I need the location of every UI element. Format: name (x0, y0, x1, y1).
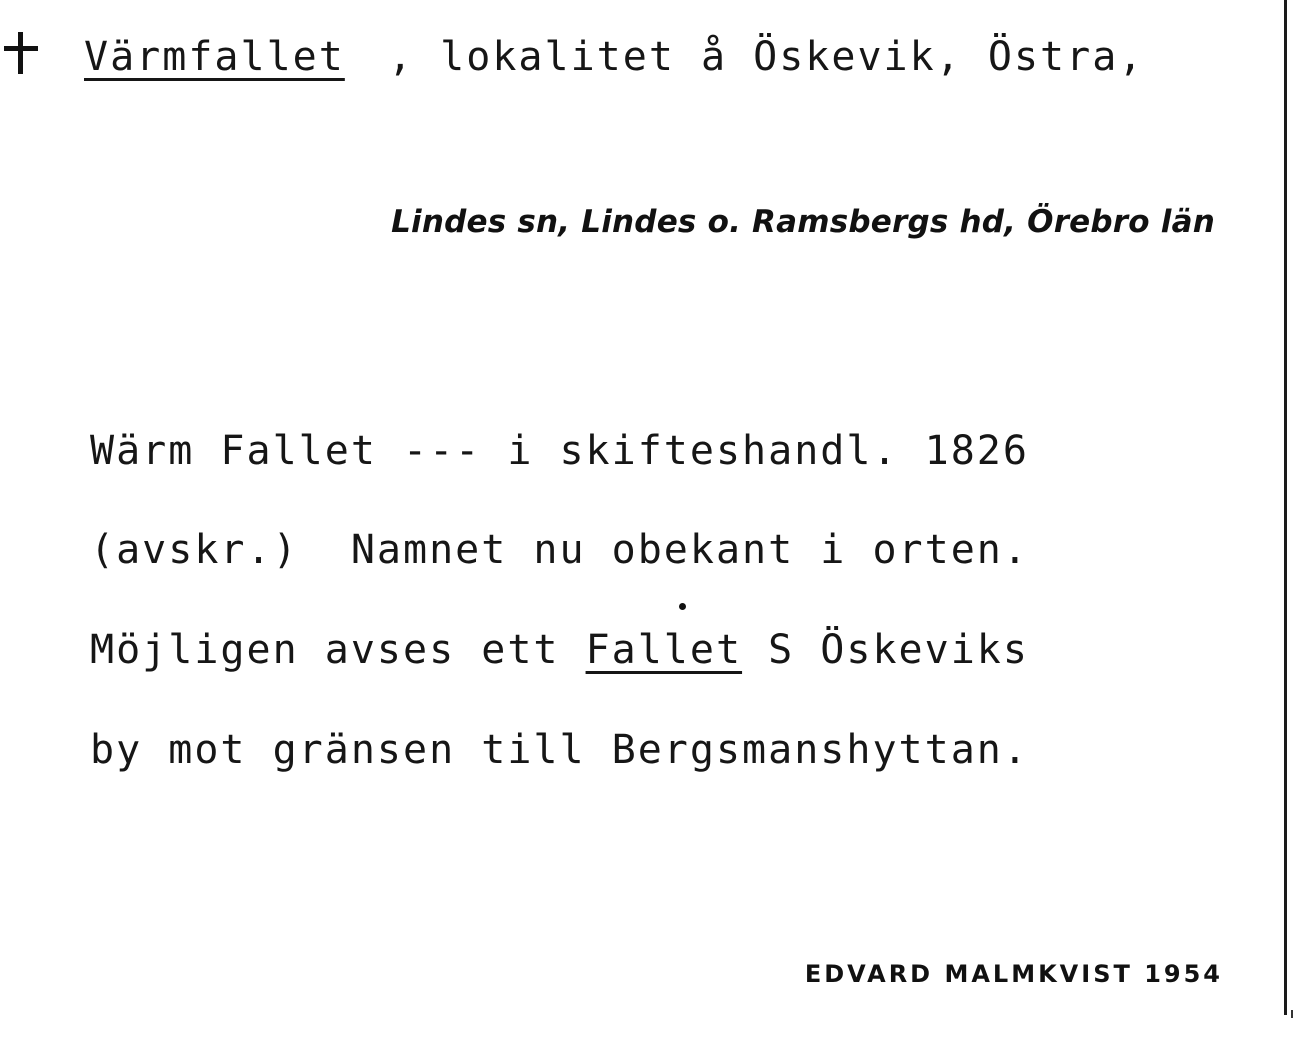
header-description: , lokalitet å Öskevik, Östra, (388, 34, 1145, 80)
dot-mark-icon (679, 603, 686, 610)
body-line-3-after: S Öskeviks (742, 627, 1029, 673)
underlined-place-name: Fallet (585, 627, 743, 673)
headword: Värmfallet (84, 34, 345, 80)
edge-tick (1291, 1010, 1293, 1018)
body-line-2: (avskr.) Namnet nu obekant i orten. (90, 527, 1029, 573)
body-line-3 (90, 627, 1029, 673)
card-right-edge (1284, 0, 1287, 1015)
signature-stamp: EDVARD MALMKVIST 1954 (804, 960, 1223, 988)
body-line-1: Wärm Fallet --- i skifteshandl. 1826 (90, 428, 1029, 474)
location-line: Lindes sn, Lindes o. Ramsbergs hd, Örebro län (391, 204, 1215, 240)
body-line-4: by mot gränsen till Bergsmanshyttan. (90, 727, 1029, 773)
body-line-3-before: Möjligen avses ett (90, 627, 586, 673)
cross-icon (2, 28, 42, 76)
